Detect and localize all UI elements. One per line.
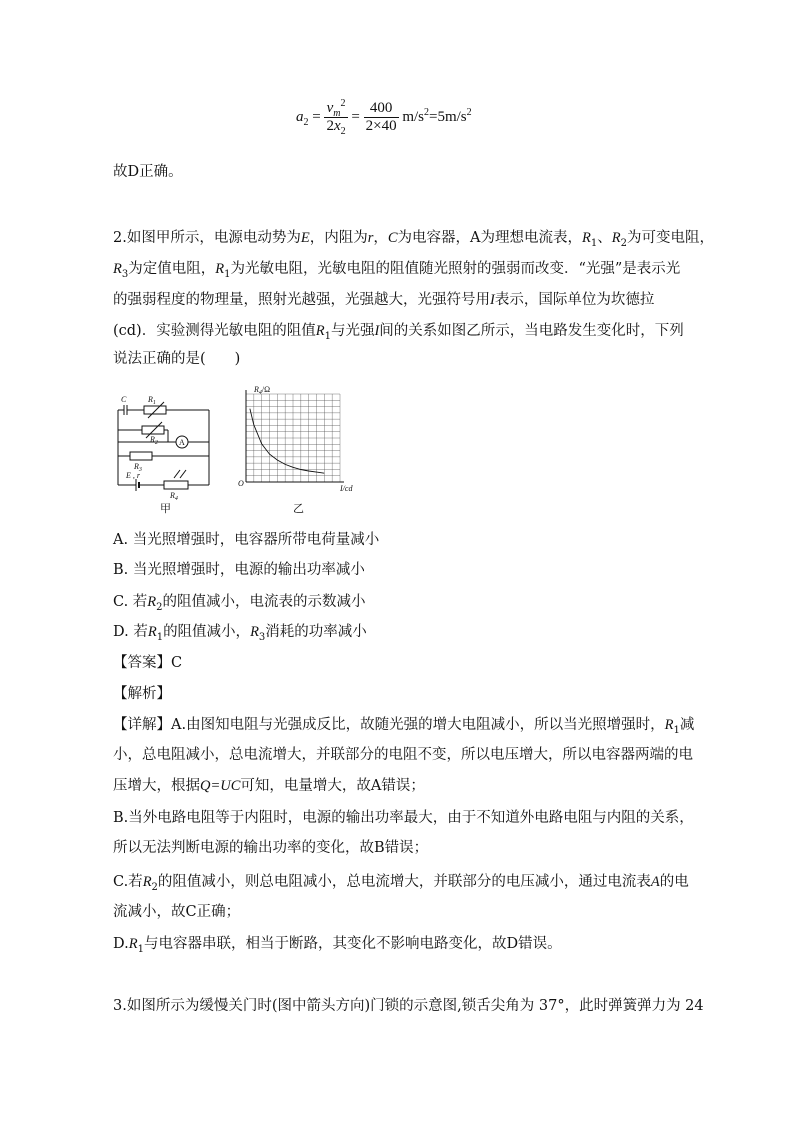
detail-line-4: B.当外电路电阻等于内阻时，电源的输出功率最大，由于不知道外电路电阻与内阻的关系， [113, 810, 694, 826]
q2-line-5: 说法正确的是( ) [113, 351, 241, 367]
option-c [113, 592, 366, 612]
q2-R1c-sub: 1 [324, 330, 331, 342]
detail-l3-q: Q=UC [200, 778, 241, 794]
q2-l2a: 为定值电阻， [128, 261, 216, 277]
option-d-sub3: 3 [258, 631, 266, 643]
option-d [113, 622, 367, 642]
unit: m/s [402, 108, 425, 125]
q2-line-1 [113, 228, 714, 248]
detail-l6a: C.若 [113, 874, 143, 890]
x-axis-label: I/cd [340, 484, 353, 493]
frac1-den-coef: 2 [326, 118, 334, 134]
q3-line-1: 3.如图所示为缓慢关门时(图中箭头方向)门锁的示意图,锁舌尖角为 37°，此时弹簧弹力为 24 [113, 998, 704, 1014]
q2-R2-sub: 2 [620, 237, 627, 249]
q2-R1c: R [315, 323, 325, 339]
option-d-c: 消耗的功率减小 [265, 624, 367, 640]
q2-line-3 [113, 290, 654, 310]
resistance-curve [250, 409, 324, 474]
q2-R3-sub: 3 [121, 268, 129, 280]
detail-l1-r: R [664, 717, 674, 733]
detail-line-6 [113, 872, 689, 892]
q2-I2: I [374, 323, 380, 339]
frac1-num-var: v [326, 100, 334, 116]
detail-l1b: 减 [679, 717, 695, 733]
label-r4-sub: 4 [174, 496, 178, 502]
label-r1-main: R [148, 395, 153, 404]
q2-l3a: 的强弱程度的物理量，照射光越强，光强越大，光强符号用 [113, 292, 490, 308]
label-c: C [121, 395, 127, 404]
fraction-v-over-x [324, 100, 347, 135]
q2-l4c: 间的关系如图乙所示，当电路发生变化时，下列 [379, 323, 684, 339]
detail-line-1 [113, 715, 694, 735]
detail-l3b: 可知，电量增大，故A错误； [240, 778, 425, 794]
option-a: A. 当光照增强时，电容器所带电荷量减小 [113, 532, 380, 548]
label-r2-sub: 2 [154, 440, 158, 446]
resistor-r3 [130, 452, 152, 460]
q2-R2: R [611, 230, 621, 246]
q2-l2b: 为光敏电阻，光敏电阻的阻值随光照射的强弱而改变．“光强”是表示光 [230, 261, 681, 277]
detail-line-3 [113, 776, 425, 796]
y-axis-label-sub: 4 [258, 390, 262, 396]
label-r3-sub: 3 [138, 467, 142, 473]
detail-l6b: 的阻值减小，则总电阻减小，总电流增大，并联部分的电压减小，通过电流表 [157, 874, 651, 890]
q2-R1b: R [215, 261, 225, 277]
resistance-light-graph [236, 382, 366, 497]
frac1-den-var: x [333, 118, 341, 134]
q2-r: r [367, 230, 374, 246]
label-r1 [147, 395, 156, 406]
q2-R1-sub: 1 [590, 237, 598, 249]
answer: 【答案】C [113, 655, 183, 671]
q2-I: I [490, 292, 495, 308]
q2-R1: R [582, 230, 591, 246]
option-d-a: D. 若 [113, 624, 148, 640]
option-d-r: R [147, 624, 157, 640]
detail-l8b: 与电容器串联，相当于断路，其变化不影响电路变化，故D错误。 [143, 936, 562, 952]
light-arrow-1 [174, 470, 180, 478]
q2-l3b: 表示，国际单位为坎德拉 [494, 292, 655, 308]
q2-E: E [300, 230, 310, 246]
option-c-sub: 2 [156, 601, 163, 613]
option-d-sub: 1 [156, 631, 164, 643]
q2-l1b: ，内阻为 [309, 230, 368, 246]
resistor-r1 [144, 406, 166, 414]
q2-l1c: ， [373, 230, 388, 246]
formula-lhs: a [296, 108, 304, 125]
fraction-400 [364, 100, 399, 135]
result-sup: 2 [466, 106, 472, 118]
detail-l6-r: R [142, 874, 152, 890]
label-er: E , r [126, 471, 140, 480]
frac1-num-sub: m [333, 108, 341, 119]
frac2-num: 400 [369, 100, 393, 116]
q2-C: C [387, 230, 398, 246]
q2-line-4 [113, 321, 684, 341]
frac1-num-sup: 2 [340, 98, 346, 109]
q2-l4b: 与光强 [330, 323, 375, 339]
option-d-r3: R [250, 624, 259, 640]
y-axis-label-r: R [254, 385, 259, 394]
origin-label: O [238, 479, 244, 488]
detail-line-7: 流减小，故C正确； [113, 904, 241, 920]
graph-grid [246, 394, 340, 482]
q2-l1e: 为可变电阻， [626, 230, 714, 246]
y-axis-label-unit: /Ω [261, 385, 271, 394]
label-ammeter: A [179, 438, 185, 447]
detail-l6c: 的电 [659, 874, 689, 890]
q2-R1b-sub: 1 [224, 268, 231, 280]
circuit-diagram [112, 390, 217, 502]
label-r4-main: R [170, 491, 175, 500]
q2-line-2 [113, 259, 680, 279]
unit-sup: 2 [424, 106, 430, 118]
option-c-b: 的阻值减小，电流表的示数减小 [162, 594, 366, 610]
light-arrow-2 [180, 470, 186, 478]
circuit-caption: 甲 [160, 502, 171, 515]
option-d-b: 的阻值减小， [163, 624, 251, 640]
option-b: B. 当光照增强时，电源的输出功率减小 [113, 562, 365, 578]
q2-l1a: 2.如图甲所示，电源电动势为 [113, 230, 301, 246]
formula-lhs-sub: 2 [303, 116, 309, 128]
label-r2-main: R [150, 435, 155, 444]
y-axis-label [253, 385, 270, 396]
label-r2 [149, 435, 158, 446]
q2-l4a: (cd)．实验测得光敏电阻的阻值 [113, 323, 316, 339]
detail-line-2: 小，总电阻减小，总电流增大，并联部分的电阻不变，所以电压增大，所以电容器两端的电 [113, 747, 693, 763]
detail-line-5: 所以无法判断电源的输出功率的变化，故B错误； [113, 840, 429, 856]
analysis-title: 【解析】 [113, 686, 171, 702]
detail-l6-sub: 2 [151, 881, 158, 893]
frac2-den: 2×40 [365, 118, 397, 134]
acceleration-formula [296, 100, 472, 150]
detail-l8-sub: 1 [137, 943, 144, 955]
detail-l3a: 压增大，根据 [113, 778, 200, 794]
detail-l1a: 【详解】A.由图知电阻与光强成反比，故随光强的增大电阻减小，所以当光照增强时， [113, 717, 665, 733]
detail-l8-r: R [128, 936, 138, 952]
equals-sign: = [312, 108, 321, 125]
equals-sign-2: = [351, 108, 360, 125]
photoresistor-r4 [164, 481, 188, 489]
graph-caption: 乙 [293, 502, 304, 515]
option-c-a: C. 若 [113, 594, 148, 610]
resistor-r2 [142, 426, 164, 434]
detail-line-8 [113, 934, 562, 954]
detail-l1-sub: 1 [673, 724, 680, 736]
r1-variable-arrow [148, 402, 164, 418]
q2-l1d: 为电容器，A为理想电流表， [397, 230, 583, 246]
detail-l6-a-letter: A [650, 874, 660, 890]
conclusion-text: 故D正确。 [113, 164, 183, 180]
label-r3-main: R [134, 462, 139, 471]
option-c-r: R [147, 594, 157, 610]
q2-R3: R [113, 261, 122, 277]
result: =5m/s [429, 108, 467, 125]
frac1-den-sub: 2 [340, 126, 346, 137]
detail-l8a: D. [113, 936, 129, 952]
q2-sep: 、 [597, 230, 612, 246]
label-r1-sub: 1 [152, 400, 156, 406]
